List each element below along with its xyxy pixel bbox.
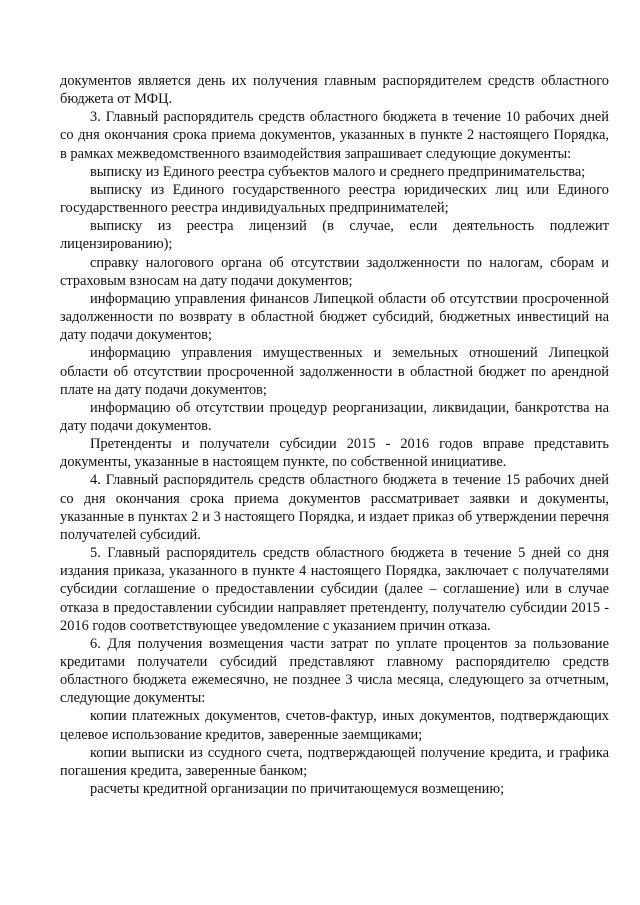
paragraph-item-4: 4. Главный распорядитель средств областного бюджета в течение 15 рабочих дней со дня окончания срока приема документов рассматривает заявки и документы, указанные в пунктах 2 и 3 настоящего Порядка, и издает приказ об утверждении перечня получателей субсидий. (60, 472, 609, 543)
paragraph-reorganization-info: информацию об отсутствии процедур реорганизации, ликвидации, банкротства на дату подачи документов. (60, 399, 609, 434)
paragraph-license-registry: выписку из реестра лицензий (в случае, если деятельность подлежит лицензированию); (60, 218, 609, 253)
paragraph-item-3: 3. Главный распорядитель средств областного бюджета в течение 10 рабочих дней со дня окончания срока приема документов, указанных в пункте 2 настоящего Порядка, в рамках межведомственного взаимодействия запрашивает следующие документы: (60, 109, 609, 162)
paragraph-smb-registry: выписку из Единого реестра субъектов малого и среднего предпринимательства; (90, 163, 586, 180)
paragraph-finance-info: информацию управления финансов Липецкой области об отсутствии просроченной задолженности по возврату в областной бюджет субсидий, бюджетных инвестиций на дату подачи документов; (60, 290, 609, 344)
paragraph-property-info: информацию управления имущественных и земельных отношений Липецкой области об отсутствии просроченной задолженности в областной бюджет по арендной плате на дату подачи документов; (60, 345, 609, 398)
document-page (60, 72, 609, 798)
paragraph-credit-calculations: расчеты кредитной организации по причитающемуся возмещению; (90, 781, 505, 798)
paragraph-payment-documents: копии платежных документов, счетов-фактур, иных документов, подтверждающих целевое использование кредитов, заверенные заемщиками; (60, 708, 609, 743)
paragraph-item-5: 5. Главный распорядитель средств областного бюджета в течение 5 дней со дня издания приказа, указанного в пункте 4 настоящего Порядка, заключает с получателями субсидии соглашение о предоставлении субсидии (далее – соглашение) или в случае отказа в предоставлении субсидии направляет претенденту, получателю субсидии 2015 - 2016 годов соответствующее уведомление с указанием причин отказа. (60, 545, 609, 634)
paragraph-item-6: 6. Для получения возмещения части затрат по уплате процентов за пользование кредитами получатели субсидий представляют главному распорядителю средств областного бюджета ежемесячно, не позднее 3 числа месяца, следующего за отчетным, следующие документы: (60, 635, 609, 707)
paragraph-tax-certificate: справку налогового органа об отсутствии задолженности по налогам, сборам и страховым взносам на дату подачи документов; (60, 254, 609, 289)
paragraph-own-initiative: Претенденты и получатели субсидии 2015 - 2016 годов вправе представить документы, указанные в настоящем пункте, по собственной инициативе. (60, 436, 609, 471)
paragraph-loan-account-statement: копии выписки из ссудного счета, подтверждающей получение кредита, и графика погашения кредита, заверенные банком; (60, 744, 609, 779)
paragraph-continuation: документов является день их получения главным распорядителем средств областного бюджета от МФЦ. (60, 73, 609, 108)
paragraph-legal-entities-registry: выписку из Единого государственного реестра юридических лиц или Единого государственного реестра индивидуальных предпринимателей; (60, 181, 609, 217)
